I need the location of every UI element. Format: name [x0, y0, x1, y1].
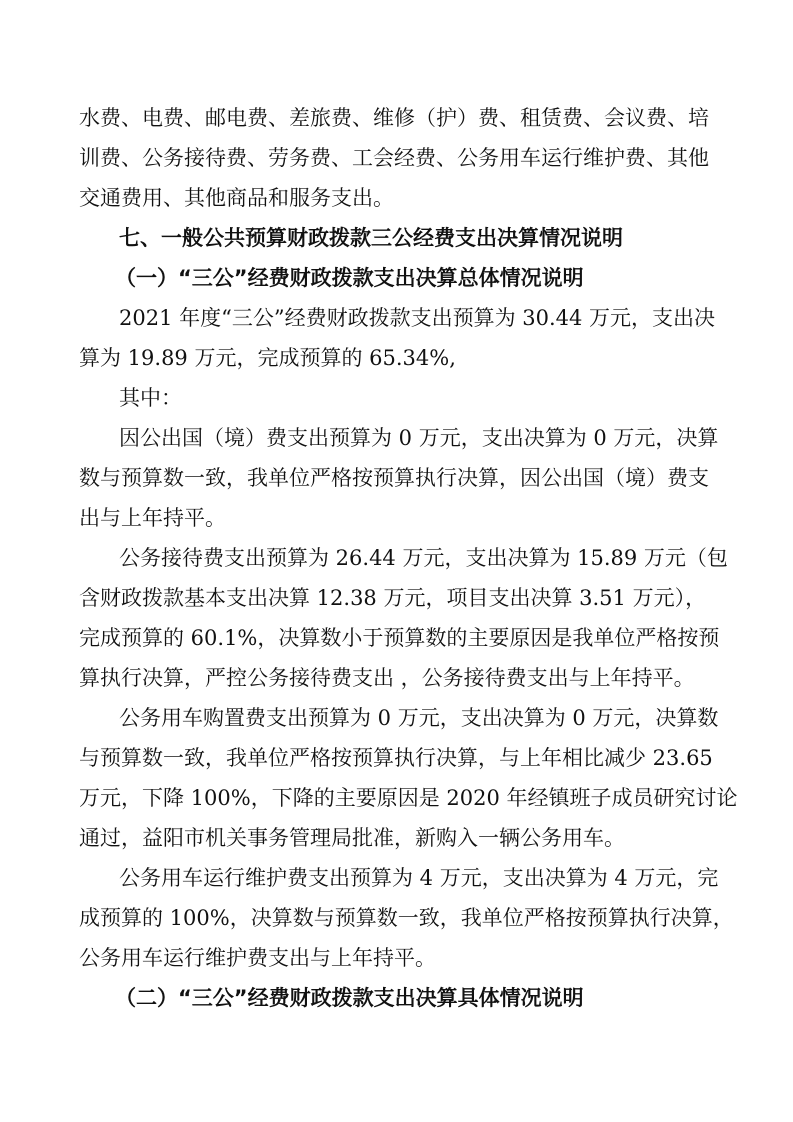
- text-line: 万元，下降 100%，下降的主要原因是 2020 年经镇班子成员研究讨论: [79, 786, 738, 810]
- text-line: 数与预算数一致，我单位严格按预算执行决算，因公出国（境）费支: [79, 466, 709, 490]
- text-line: 交通费用、其他商品和服务支出。: [79, 186, 394, 210]
- text-line: 含财政拨款基本支出决算 12.38 万元，项目支出决算 3.51 万元），: [79, 586, 707, 610]
- text-line: 通过，益阳市机关事务管理局批准，新购入一辆公务用车。: [79, 826, 625, 850]
- text-line: 算为 19.89 万元，完成预算的 65.34%,: [79, 346, 456, 370]
- text-line: 其中：: [119, 386, 182, 410]
- subsection-heading: （一）“三公”经费财政拨款支出决算总体情况说明: [115, 266, 584, 290]
- text-line: 与预算数一致，我单位严格按预算执行决算，与上年相比减少 23.65: [79, 746, 713, 770]
- section-heading: 七、一般公共预算财政拨款三公经费支出决算情况说明: [119, 226, 623, 250]
- text-line: 2021 年度“三公”经费财政拨款支出预算为 30.44 万元，支出决: [119, 306, 716, 330]
- text-line: 公务用车购置费支出预算为 0 万元，支出决算为 0 万元，决算数: [119, 706, 719, 730]
- text-line: 公务用车运行维护费支出预算为 4 万元，支出决算为 4 万元，完: [119, 866, 719, 890]
- text-line: 完成预算的 60.1%，决算数小于预算数的主要原因是我单位严格按预: [79, 626, 720, 650]
- text-line: 出与上年持平。: [79, 506, 226, 530]
- text-line: 因公出国（境）费支出预算为 0 万元，支出决算为 0 万元，决算: [119, 426, 719, 450]
- text-line: 算执行决算，严控公务接待费支出 ，公务接待费支出与上年持平。: [79, 666, 695, 690]
- document-body: [79, 104, 738, 1024]
- text-line: 水费、电费、邮电费、差旅费、维修（护）费、租赁费、会议费、培: [79, 106, 709, 130]
- text-line: 训费、公务接待费、劳务费、工会经费、公务用车运行维护费、其他: [79, 146, 709, 170]
- subsection-heading: （二）“三公”经费财政拨款支出决算具体情况说明: [115, 986, 584, 1010]
- text-line: 公务用车运行维护费支出与上年持平。: [79, 946, 436, 970]
- text-line: 公务接待费支出预算为 26.44 万元，支出决算为 15.89 万元（包: [119, 546, 728, 570]
- text-line: 成预算的 100%，决算数与预算数一致，我单位严格按预算执行决算，: [79, 906, 734, 930]
